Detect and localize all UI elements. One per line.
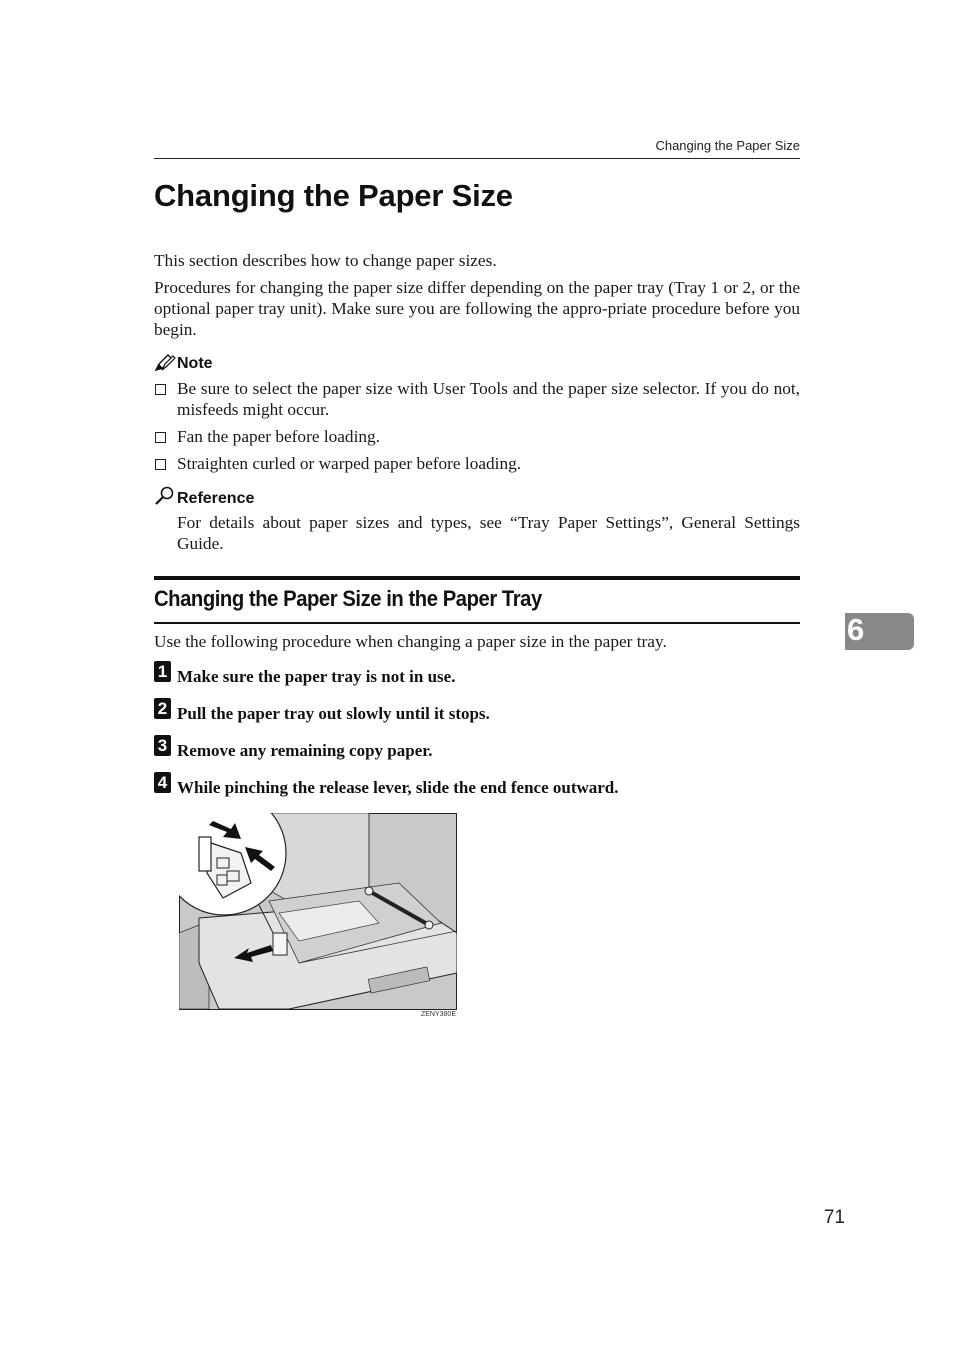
section-title: Changing the Paper Size in the Paper Tray <box>154 586 542 611</box>
page-title: Changing the Paper Size <box>154 178 513 213</box>
note-bullet-2 <box>155 432 166 443</box>
step-number-4: 4 <box>154 772 171 793</box>
header-rule <box>154 158 800 159</box>
note-item-3: Straighten curled or warped paper before loading. <box>177 454 522 473</box>
pencil-note-icon <box>154 353 176 373</box>
intro-paragraph-1: This section describes how to change paper sizes. <box>154 251 497 270</box>
section-rule-top <box>154 576 800 580</box>
note-label: Note <box>177 355 213 372</box>
step-text-4: While pinching the release lever, slide the end fence outward. <box>177 778 619 797</box>
section-rule-bottom <box>154 622 800 624</box>
reference-text: For details about paper sizes and types, see “Tray Paper Settings”, General Settings Guide. <box>177 513 800 553</box>
step-number-1: 1 <box>154 661 171 682</box>
intro-paragraph-2: Procedures for changing the paper size differ depending on the paper tray (Tray 1 or 2, or the optional paper tray unit). Make sure you are following the appro-priate procedure before you begin. <box>154 278 800 339</box>
running-head: Changing the Paper Size <box>655 138 800 153</box>
step-text-2: Pull the paper tray out slowly until it stops. <box>177 704 490 723</box>
note-bullet-3 <box>155 459 166 470</box>
figure-code: ZENY380E <box>420 1011 456 1018</box>
step-number-3: 3 <box>154 735 171 756</box>
note-item-2: Fan the paper before loading. <box>177 427 380 446</box>
note-item-1: Be sure to select the paper size with User Tools and the paper size selector. If you do not, misfeeds might occur. <box>177 379 800 419</box>
step-text-1: Make sure the paper tray is not in use. <box>177 667 456 686</box>
magnifier-icon <box>154 486 176 506</box>
reference-label: Reference <box>177 490 255 507</box>
note-bullet-1 <box>155 384 166 395</box>
chapter-number: 6 <box>847 612 865 647</box>
step-text-3: Remove any remaining copy paper. <box>177 741 433 760</box>
section-intro: Use the following procedure when changing a paper size in the paper tray. <box>154 632 667 651</box>
page-number: 71 <box>823 1207 845 1228</box>
step-number-2: 2 <box>154 698 171 719</box>
paper-tray-illustration <box>179 813 457 1010</box>
